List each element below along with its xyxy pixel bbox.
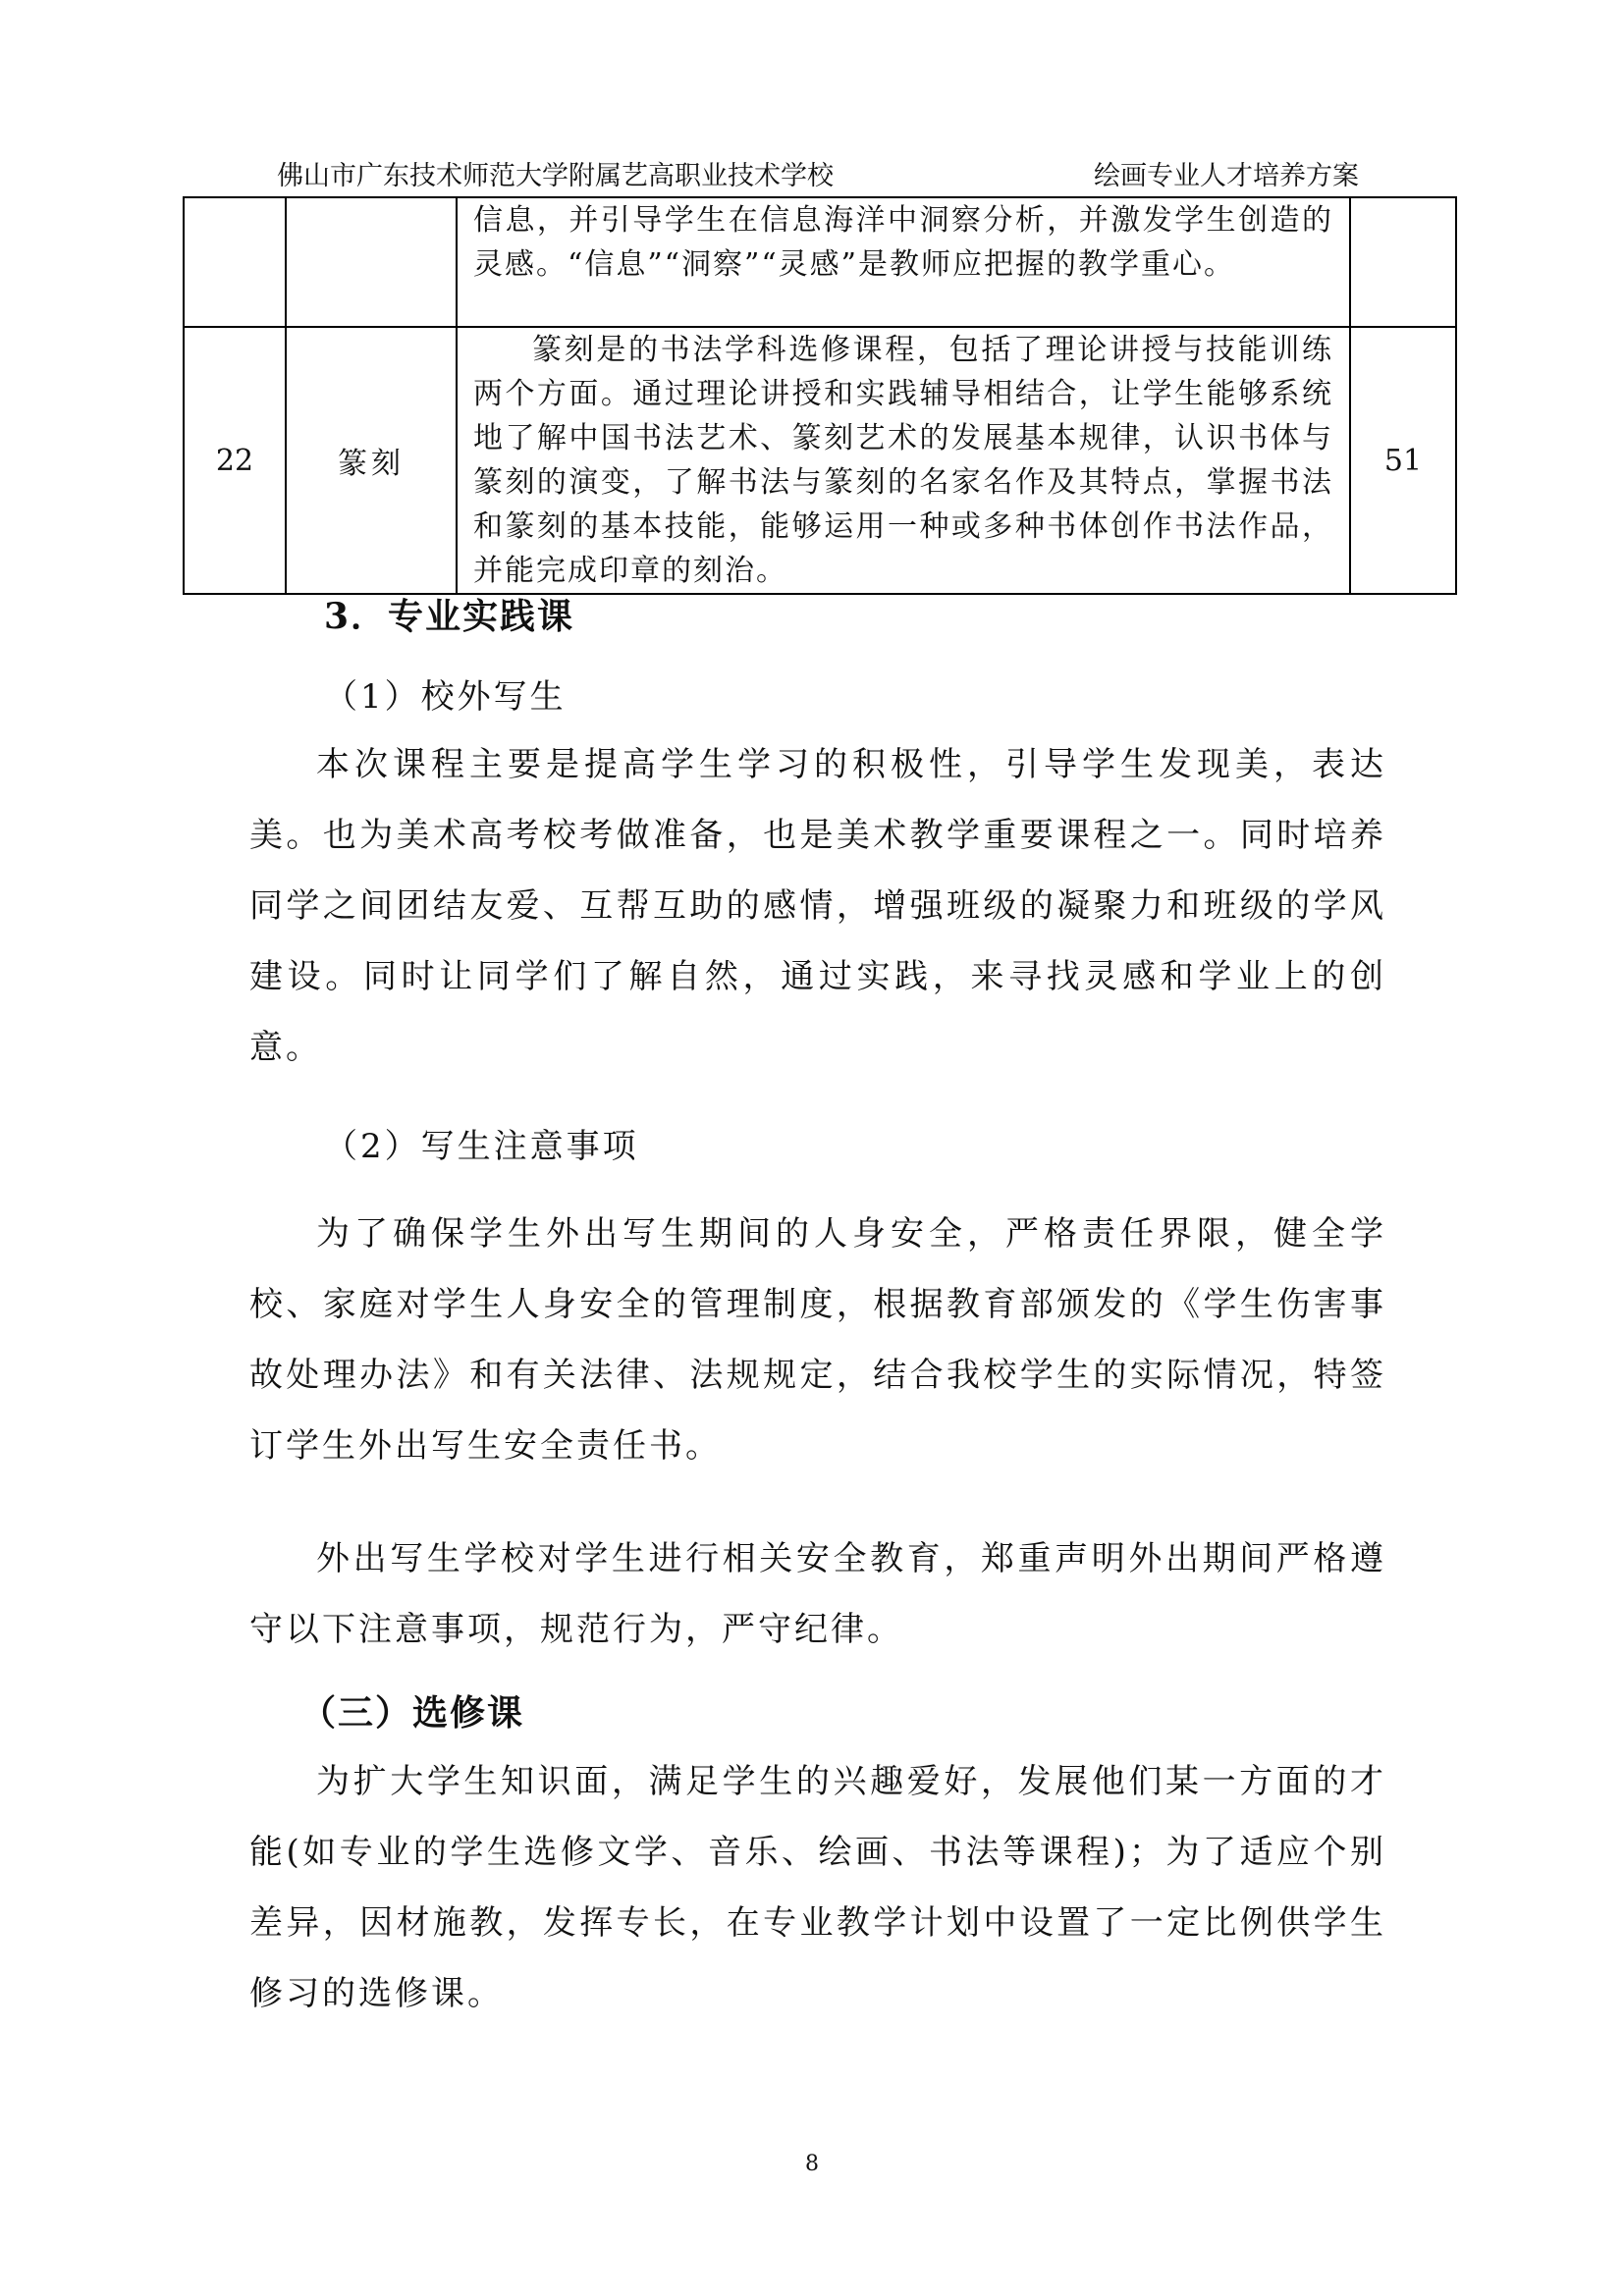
field-sketching-paragraph: 本次课程主要是提高学生学习的积极性，引导学生发现美，表达美。也为美术高考校考做准备，也是美术教学重要课程之一。同时培养同学之间团结友爱、互帮互助的感情，增强班级的凝聚力和班级的学风建设。同时让同学们了解自然，通过实践，来寻找灵感和学业上的创意。 [249, 745, 1386, 1067]
table-row [184, 327, 1456, 594]
page-header [263, 157, 1373, 198]
safety-education-paragraph: 外出写生学校对学生进行相关安全教育，郑重声明外出期间严格遵守以下注意事项，规范行为，严守纪律。 [249, 1539, 1386, 1649]
course-number-cell [184, 197, 286, 327]
header-document-title: 绘画专业人才培养方案 [1094, 161, 1359, 191]
course-description-cell: 信息，并引导学生在信息海洋中洞察分析，并激发学生创造的灵感。“信息”“洞察”“灵感”是教师应把握的教学重心。 [457, 197, 1350, 327]
course-name-cell: 篆刻 [286, 327, 457, 594]
table-row [184, 197, 1456, 327]
sketching-precautions-subheading: （2）写生注意事项 [324, 1127, 639, 1166]
course-number-cell: 22 [184, 327, 286, 594]
header-school-name: 佛山市广东技术师范大学附属艺高职业技术学校 [277, 161, 834, 191]
practice-section-heading: 3．专业实践课 [324, 596, 575, 637]
safety-responsibility-paragraph: 为了确保学生外出写生期间的人身安全，严格责任界限，健全学校、家庭对学生人身安全的管理制度，根据教育部颁发的《学生伤害事故处理办法》和有关法律、法规规定，结合我校学生的实际情况，特签订学生外出写生安全责任书。 [249, 1214, 1386, 1466]
course-table [183, 196, 1457, 595]
page-number: 8 [805, 2152, 819, 2176]
course-hours-cell: 51 [1350, 327, 1456, 594]
course-hours-cell [1350, 197, 1456, 327]
course-description-cell: 篆刻是的书法学科选修课程，包括了理论讲授与技能训练两个方面。通过理论讲授和实践辅导相结合，让学生能够系统地了解中国书法艺术、篆刻艺术的发展基本规律，认识书体与篆刻的演变，了解书法与篆刻的名家名作及其特点，掌握书法和篆刻的基本技能，能够运用一种或多种书体创作书法作品，并能完成印章的刻治。 [457, 327, 1350, 594]
elective-section-heading: （三）选修课 [300, 1692, 525, 1734]
elective-paragraph: 为扩大学生知识面，满足学生的兴趣爱好，发展他们某一方面的才能(如专业的学生选修文学、音乐、绘画、书法等课程)；为了适应个别差异，因材施教，发挥专长，在专业教学计划中设置了一定比例供学生修习的选修课。 [249, 1762, 1386, 2013]
course-name-cell [286, 197, 457, 327]
field-sketching-subheading: （1）校外写生 [324, 677, 567, 717]
